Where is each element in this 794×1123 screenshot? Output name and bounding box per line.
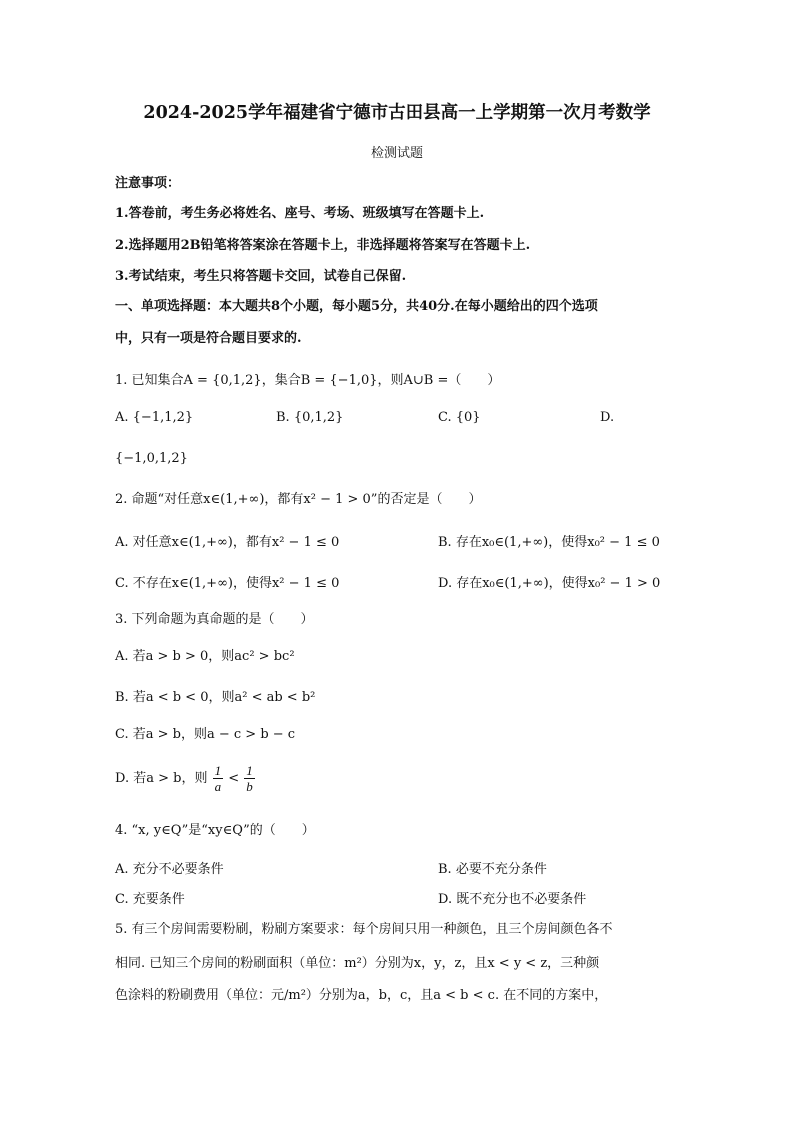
- q2-option-a: A. 对任意x∈(1,+∞)，都有x² − 1 ≤ 0: [115, 535, 340, 550]
- fraction-numerator: 1: [246, 763, 253, 778]
- q2-option-c: C. 不存在x∈(1,+∞)，使得x² − 1 ≤ 0: [115, 576, 340, 591]
- fraction-numerator: 1: [214, 763, 222, 778]
- fraction-denominator: b: [246, 779, 253, 794]
- less-than-sign: <: [228, 771, 240, 786]
- q1-option-b: B. {0,1,2}: [276, 410, 344, 425]
- q3-option-d: [115, 763, 256, 794]
- note-item-2: 2.选择题用2B铅笔将答案涂在答题卡上，非选择题将答案写在答题卡上.: [115, 238, 531, 253]
- note-item-1: 1.答卷前，考生务必将姓名、座号、考场、班级填写在答题卡上.: [115, 206, 485, 221]
- page-subtitle: 检测试题: [370, 146, 423, 161]
- q4-option-d: D. 既不充分也不必要条件: [438, 892, 587, 907]
- question-5-line-3: 色涂料的粉刷费用（单位：元/m²）分别为a，b，c，且a < b < c. 在不同的方案中，: [115, 988, 608, 1003]
- fraction-one-over-a: [213, 763, 224, 794]
- q3-option-a: A. 若a > b > 0，则ac² > bc²: [115, 649, 295, 664]
- q4-option-a: A. 充分不必要条件: [115, 862, 224, 877]
- q4-option-c: C. 充要条件: [115, 892, 185, 907]
- note-item-3: 3.考试结束，考生只将答题卡交回，试卷自己保留.: [115, 269, 407, 284]
- section-heading-line2: 中，只有一项是符合题目要求的.: [115, 331, 302, 346]
- fraction-denominator: a: [214, 779, 222, 794]
- q2-option-d: D. 存在x₀∈(1,+∞)，使得x₀² − 1 > 0: [438, 576, 661, 591]
- q2-option-b: B. 存在x₀∈(1,+∞)，使得x₀² − 1 ≤ 0: [438, 535, 660, 550]
- q1-option-c: C. {0}: [438, 410, 481, 425]
- q4-option-b: B. 必要不充分条件: [438, 862, 547, 877]
- q3-option-b: B. 若a < b < 0，则a² < ab < b²: [115, 690, 316, 705]
- q3-option-c: C. 若a > b，则a − c > b − c: [115, 727, 296, 742]
- notes-heading: 注意事项：: [115, 176, 181, 191]
- question-5-line-1: 5. 有三个房间需要粉刷，粉刷方案要求：每个房间只用一种颜色，且三个房间颜色各不: [115, 922, 613, 937]
- question-1-stem: 1. 已知集合A = {0,1,2}，集合B = {−1,0}，则A∪B =（ ）: [115, 373, 501, 388]
- question-4-stem: 4. “x, y∈Q”是“xy∈Q”的（ ）: [115, 823, 315, 838]
- question-3-stem: 3. 下列命题为真命题的是（ ）: [115, 612, 314, 627]
- page-title: 2024-2025学年福建省宁德市古田县高一上学期第一次月考数学: [143, 103, 651, 123]
- q1-option-d-label: D.: [600, 410, 615, 425]
- q3-option-d-text: D. 若a > b，则: [115, 771, 208, 786]
- section-heading-line1: 一、单项选择题：本大题共8个小题，每小题5分，共40分.在每小题给出的四个选项: [115, 299, 598, 314]
- q1-option-a: A. {−1,1,2}: [115, 410, 194, 425]
- fraction-one-over-b: [244, 763, 255, 794]
- question-5-line-2: 相同. 已知三个房间的粉刷面积（单位：m²）分别为x，y，z，且x < y < z，三种颜: [115, 956, 600, 971]
- question-2-stem: 2. 命题“对任意x∈(1,+∞)，都有x² − 1 > 0”的否定是（ ）: [115, 492, 482, 507]
- q1-option-d-value: {−1,0,1,2}: [115, 451, 188, 466]
